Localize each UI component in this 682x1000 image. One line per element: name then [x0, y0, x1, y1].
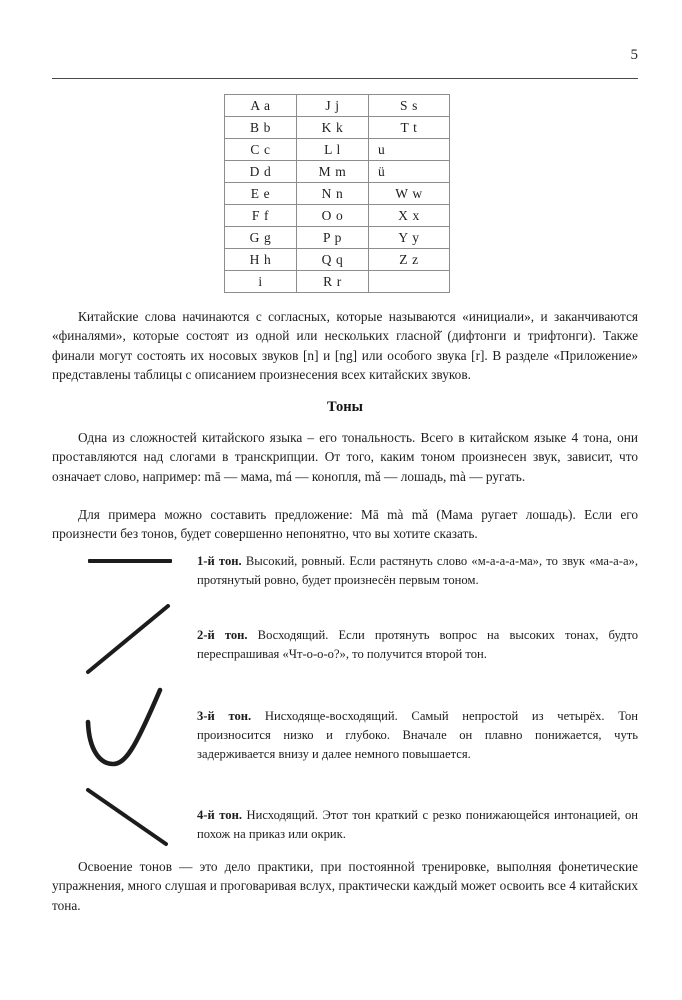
table-cell: u: [369, 139, 450, 161]
table-row: [225, 161, 450, 183]
falling-line-icon: [80, 784, 190, 856]
alphabet-table: [224, 94, 450, 293]
section-heading-tones: Тоны: [327, 399, 363, 415]
table-cell: W w: [369, 183, 450, 205]
table-cell: P p: [297, 227, 369, 249]
paragraph-example: Для примера можно составить предложение: Mā mà mǎ (Мама ругает лошадь). Если его произнести без тонов, будет совершенно непонятно, что вы хотите сказать.: [52, 507, 638, 542]
tone-text-4: Нисходящий. Этот тон краткий с резко понижающейся интонацией, он похож на приказ или окрик.: [197, 808, 638, 841]
flat-line-icon: [88, 559, 172, 563]
table-row: [225, 95, 450, 117]
table-cell: A a: [225, 95, 297, 117]
table-row: [225, 249, 450, 271]
table-cell: X x: [369, 205, 450, 227]
alphabet-table-container: [224, 94, 450, 293]
table-cell: S s: [369, 95, 450, 117]
table-cell: F f: [225, 205, 297, 227]
page-number: 5: [630, 47, 638, 63]
table-cell: N n: [297, 183, 369, 205]
table-cell: B b: [225, 117, 297, 139]
tone-description-2: [197, 626, 638, 664]
tone-text-3: Нисходяще-восходящий. Самый непростой из четырёх. Тон произносится низко и глубоко. Вначале он плавно понижается, чуть задерживается внизу и далее немного повышается.: [197, 709, 638, 761]
tone-text-2: Восходящий. Если протянуть вопрос на высоких тонах, будто переспрашивая «Чт-о-о-о?», то получится второй тон.: [197, 628, 639, 661]
table-row: [225, 117, 450, 139]
table-cell: M m: [297, 161, 369, 183]
alphabet-table-body: [225, 95, 450, 293]
table-cell: O o: [297, 205, 369, 227]
paragraph-tonality: Одна из сложностей китайского языка – его тональность. Всего в китайском языке 4 тона, они проставляются над слогами в транскрипции. От того, каким тоном произнесен звук, зависит, что означает слово, например: mā — мама, má — конопля, mǎ — лошадь, mà — ругать.: [52, 430, 638, 484]
table-row: [225, 227, 450, 249]
table-cell: J j: [297, 95, 369, 117]
table-row: [225, 139, 450, 161]
table-cell: Y y: [369, 227, 450, 249]
header-rule: [52, 78, 638, 79]
table-cell: Q q: [297, 249, 369, 271]
table-cell: H h: [225, 249, 297, 271]
table-row: [225, 183, 450, 205]
table-row: [225, 271, 450, 293]
tone-text-1: Высокий, ровный. Если растянуть слово «м-а-а-а-ма», то звук «ма-а-а», протянутый ровно, будет произнесён первым тоном.: [197, 554, 638, 587]
tone-label-4: 4-й тон.: [197, 808, 242, 822]
table-cell: Z z: [369, 249, 450, 271]
paragraph-initials-finals: Китайские слова начинаются с согласных, которые называются «инициали», и заканчиваются «финалями», которые состоят из одной или нескольких гласной̆ (дифтонги и трифтонги). Также финали могут состоять их носовых звуков [n] и [ng] или особого звука [r]. В разделе «Приложение» представлены таблицы с описанием произнесения всех китайских звуков.: [52, 309, 638, 383]
rising-line-icon: [80, 598, 190, 678]
table-cell: R r: [297, 271, 369, 293]
tone-label-3: 3-й тон.: [197, 709, 252, 723]
paragraph-conclusion: Освоение тонов — это дело практики, при постоянной тренировке, выполняя фонетические упражнения, много слушая и проговаривая вслух, практически каждый может освоить все 4 китайских тона.: [52, 859, 638, 913]
table-cell: T t: [369, 117, 450, 139]
table-cell: G g: [225, 227, 297, 249]
table-cell: E e: [225, 183, 297, 205]
tone-description-3: [197, 707, 638, 764]
table-cell: K k: [297, 117, 369, 139]
tone-description-1: [197, 552, 638, 590]
falling-rising-curve-icon: [80, 684, 190, 774]
table-row: [225, 205, 450, 227]
table-cell: C c: [225, 139, 297, 161]
table-cell: L l: [297, 139, 369, 161]
tone-description-4: [197, 806, 638, 844]
tone-label-1: 1-й тон.: [197, 554, 242, 568]
table-cell: D d: [225, 161, 297, 183]
table-cell: [369, 271, 450, 293]
tone-label-2: 2-й тон.: [197, 628, 248, 642]
table-cell: ü: [369, 161, 450, 183]
table-cell: i: [225, 271, 297, 293]
